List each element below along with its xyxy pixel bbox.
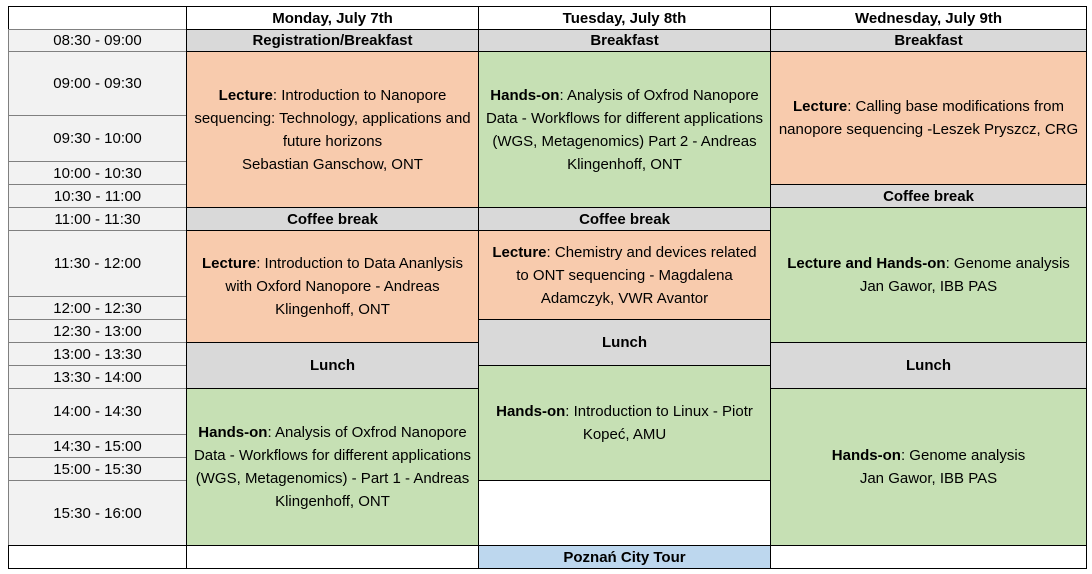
time-slot: 10:00 - 10:30 <box>8 161 187 185</box>
session-title: : Introduction to Data Ananlysis with Oxford Nanopore - Andreas Klingenhoff, ONT <box>225 255 463 318</box>
session-type-label: Lecture <box>202 255 257 272</box>
session-text <box>193 84 472 176</box>
session-text <box>787 252 1070 298</box>
time-slot: 15:00 - 15:30 <box>8 457 187 481</box>
session-type-label: Hands-on <box>490 86 560 104</box>
tuesday-handson-part2 <box>478 51 771 208</box>
session-speaker: Sebastian Ganschow, ONT <box>242 155 423 173</box>
tuesday-handson-linux <box>478 365 771 481</box>
session-text <box>485 241 764 310</box>
day-header-monday: Monday, July 7th <box>186 6 479 30</box>
session-title: : Genome analysis <box>945 255 1070 272</box>
time-slot: 15:30 - 16:00 <box>8 480 187 546</box>
session-title: : Introduction to Nanopore sequencing: Technology, applications and future horizons <box>194 86 471 150</box>
session-speaker: Jan Gawor, IBB PAS <box>859 278 998 295</box>
wednesday-handson-genome <box>770 388 1087 546</box>
session-text <box>777 95 1080 141</box>
session-type-label: Hands-on <box>831 447 901 464</box>
day-header-wednesday: Wednesday, July 9th <box>770 6 1087 30</box>
day-header-tuesday: Tuesday, July 8th <box>478 6 771 30</box>
empty-cell <box>8 545 187 569</box>
time-slot: 13:30 - 14:00 <box>8 365 187 389</box>
wednesday-lunch: Lunch <box>770 342 1087 389</box>
wednesday-coffee-break: Coffee break <box>770 184 1087 208</box>
session-title: : Chemistry and devices related to ONT sequencing - Magdalena Adamczyk, VWR Avantor <box>516 243 757 307</box>
session-type-label: Lecture and Hands-on <box>787 255 946 272</box>
monday-handson-part1 <box>186 388 479 546</box>
tuesday-empty-slot <box>478 480 771 546</box>
wednesday-lecture-handson <box>770 207 1087 343</box>
time-slot: 08:30 - 09:00 <box>8 29 187 52</box>
session-text <box>485 84 764 176</box>
corner-cell <box>8 6 187 30</box>
session-title: : Genome analysis <box>900 447 1026 464</box>
monday-coffee-break: Coffee break <box>186 207 479 231</box>
time-slot: 11:00 - 11:30 <box>8 207 187 231</box>
session-type-label: Lecture <box>218 86 273 104</box>
time-slot: 11:30 - 12:00 <box>8 230 187 297</box>
tuesday-city-tour: Poznań City Tour <box>478 545 771 569</box>
session-title: : Introduction to Linux - Piotr Kopeć, AMU <box>565 403 753 443</box>
session-text <box>193 252 472 321</box>
wednesday-breakfast: Breakfast <box>770 29 1087 52</box>
monday-lecture-data-analysis <box>186 230 479 343</box>
time-slot: 12:30 - 13:00 <box>8 319 187 343</box>
time-slot: 14:30 - 15:00 <box>8 434 187 458</box>
session-text <box>485 400 764 446</box>
session-title: : Analysis of Oxfrod Nanopore Data - Workflows for different applications (WGS, Metagenomics) - Part 1 - Andreas Klingenhoff, ONT <box>193 424 472 510</box>
time-slot: 14:00 - 14:30 <box>8 388 187 435</box>
empty-cell <box>770 545 1087 569</box>
tuesday-breakfast: Breakfast <box>478 29 771 52</box>
session-title: : Analysis of Oxfrod Nanopore Data - Workflows for different applications (WGS, Metagenomics) Part 2 - Andreas Klingenhoff, ONT <box>485 86 764 173</box>
tuesday-lunch: Lunch <box>478 319 771 366</box>
monday-lunch: Lunch <box>186 342 479 389</box>
time-slot: 09:30 - 10:00 <box>8 115 187 162</box>
wednesday-lecture-base-modifications <box>770 51 1087 185</box>
session-type-label: Lecture <box>793 98 848 115</box>
session-title: : Calling base modifications from nanopore sequencing -Leszek Pryszcz, CRG <box>778 98 1079 138</box>
empty-cell <box>186 545 479 569</box>
session-type-label: Hands-on <box>496 403 566 420</box>
session-type-label: Lecture <box>492 243 547 261</box>
time-slot: 12:00 - 12:30 <box>8 296 187 320</box>
time-slot: 13:00 - 13:30 <box>8 342 187 366</box>
session-text <box>832 444 1025 490</box>
time-slot: 09:00 - 09:30 <box>8 51 187 116</box>
session-speaker: Jan Gawor, IBB PAS <box>859 470 998 487</box>
time-slot: 10:30 - 11:00 <box>8 184 187 208</box>
monday-registration: Registration/Breakfast <box>186 29 479 52</box>
tuesday-coffee-break: Coffee break <box>478 207 771 231</box>
session-type-label: Hands-on <box>198 424 268 441</box>
session-text <box>193 421 472 513</box>
monday-lecture-nanopore <box>186 51 479 208</box>
tuesday-lecture-chemistry <box>478 230 771 320</box>
